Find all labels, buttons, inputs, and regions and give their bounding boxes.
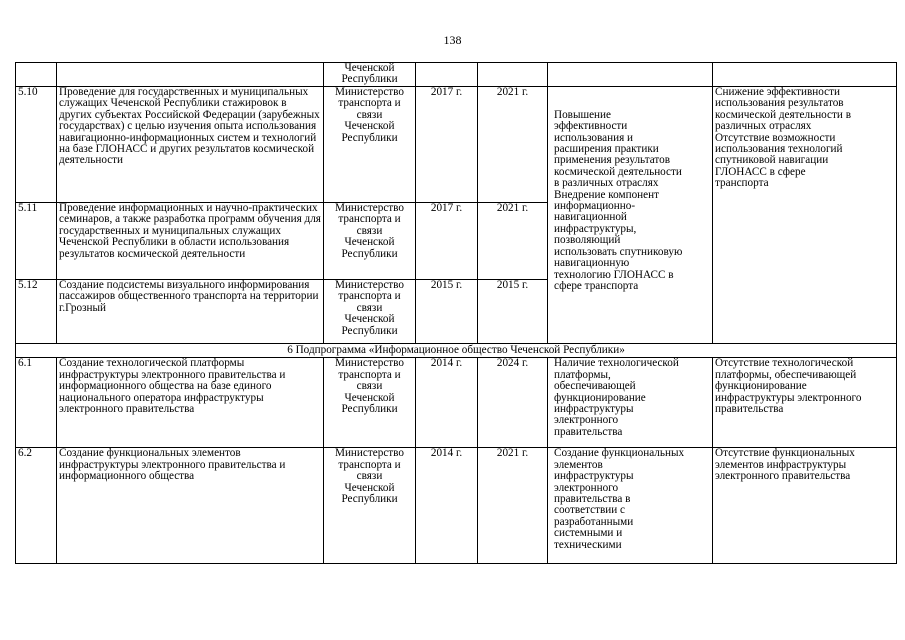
measure-name: Создание функциональных элементов инфраструктуры электронного правительства и информационного общества	[57, 448, 324, 564]
row-number: 5.11	[16, 203, 57, 280]
executor: Министерство транспорта и связи Чеченской Республики	[324, 87, 416, 203]
cont-start-cell	[416, 63, 478, 87]
row-number: 6.1	[16, 358, 57, 448]
table-row	[16, 358, 897, 448]
measure-name: Создание подсистемы визуального информирования пассажиров общественного транспорта на территории г.Грозный	[57, 280, 324, 344]
row-number: 5.10	[16, 87, 57, 203]
consequence: Отсутствие функциональных элементов инфраструктуры электронного правительства	[713, 448, 897, 564]
expected-result: Повышение эффективности использования и расширения практики применения результатов космической деятельности в различных отраслях Внедрение компонент информационно- навигационной инфраструктуры, позволяющий использовать спутниковую навигационную технологию ГЛОНАСС в сфере транспорта	[548, 87, 713, 344]
executor: Министерство транспорта и связи Чеченской Республики	[324, 203, 416, 280]
table-row	[16, 448, 897, 564]
end-year: 2024 г.	[478, 358, 548, 448]
end-year: 2015 г.	[478, 280, 548, 344]
measure-name: Проведение информационных и научно-практических семинаров, а также разработка программ обучения для государственных и муниципальных служащих Чеченской Республики в области использования результатов космической деятельности	[57, 203, 324, 280]
measure-name: Создание технологической платформы инфраструктуры электронного правительства и информационного общества на базе единого национального оператора инфраструктуры электронного правительства	[57, 358, 324, 448]
cont-name-cell	[57, 63, 324, 87]
consequence: Снижение эффективности использования результатов космической деятельности в различных отраслях Отсутствие возможности использования технологий спутниковой навигации ГЛОНАСС в сфере транспорта	[713, 87, 897, 344]
program-measures-table	[15, 62, 897, 564]
expected-result: Создание функциональных элементов инфраструктуры электронного правительства в соответствии с разработанными системными и техническими	[548, 448, 713, 564]
start-year: 2014 г.	[416, 358, 478, 448]
cont-result-cell	[548, 63, 713, 87]
end-year: 2021 г.	[478, 203, 548, 280]
cont-consequence-cell	[713, 63, 897, 87]
start-year: 2015 г.	[416, 280, 478, 344]
end-year: 2021 г.	[478, 87, 548, 203]
section-header-row	[16, 344, 897, 358]
cont-executor-cell: Чеченской Республики	[324, 63, 416, 87]
page-number: 138	[443, 33, 462, 47]
start-year: 2017 г.	[416, 203, 478, 280]
table-row	[16, 87, 897, 203]
row-number: 5.12	[16, 280, 57, 344]
continuation-row	[16, 63, 897, 87]
consequence: Отсутствие технологической платформы, обеспечивающей функционирование инфраструктуры электронного правительства	[713, 358, 897, 448]
cont-end-cell	[478, 63, 548, 87]
executor: Министерство транспорта и связи Чеченской Республики	[324, 358, 416, 448]
start-year: 2017 г.	[416, 87, 478, 203]
cont-num-cell	[16, 63, 57, 87]
start-year: 2014 г.	[416, 448, 478, 564]
end-year: 2021 г.	[478, 448, 548, 564]
expected-result: Наличие технологической платформы, обеспечивающей функционирование инфраструктуры электронного правительства	[548, 358, 713, 448]
section-title: 6 Подпрограмма «Информационное общество Чеченской Республики»	[16, 344, 897, 358]
executor: Министерство транспорта и связи Чеченской Республики	[324, 448, 416, 564]
row-number: 6.2	[16, 448, 57, 564]
executor: Министерство транспорта и связи Чеченской Республики	[324, 280, 416, 344]
measure-name: Проведение для государственных и муниципальных служащих Чеченской Республики стажировок в других субъектах Российской Федерации (зарубежных государствах) с целью изучения опыта использования навигационно-информационных систем и технологий на базе ГЛОНАСС и других результатов космической деятельности	[57, 87, 324, 203]
